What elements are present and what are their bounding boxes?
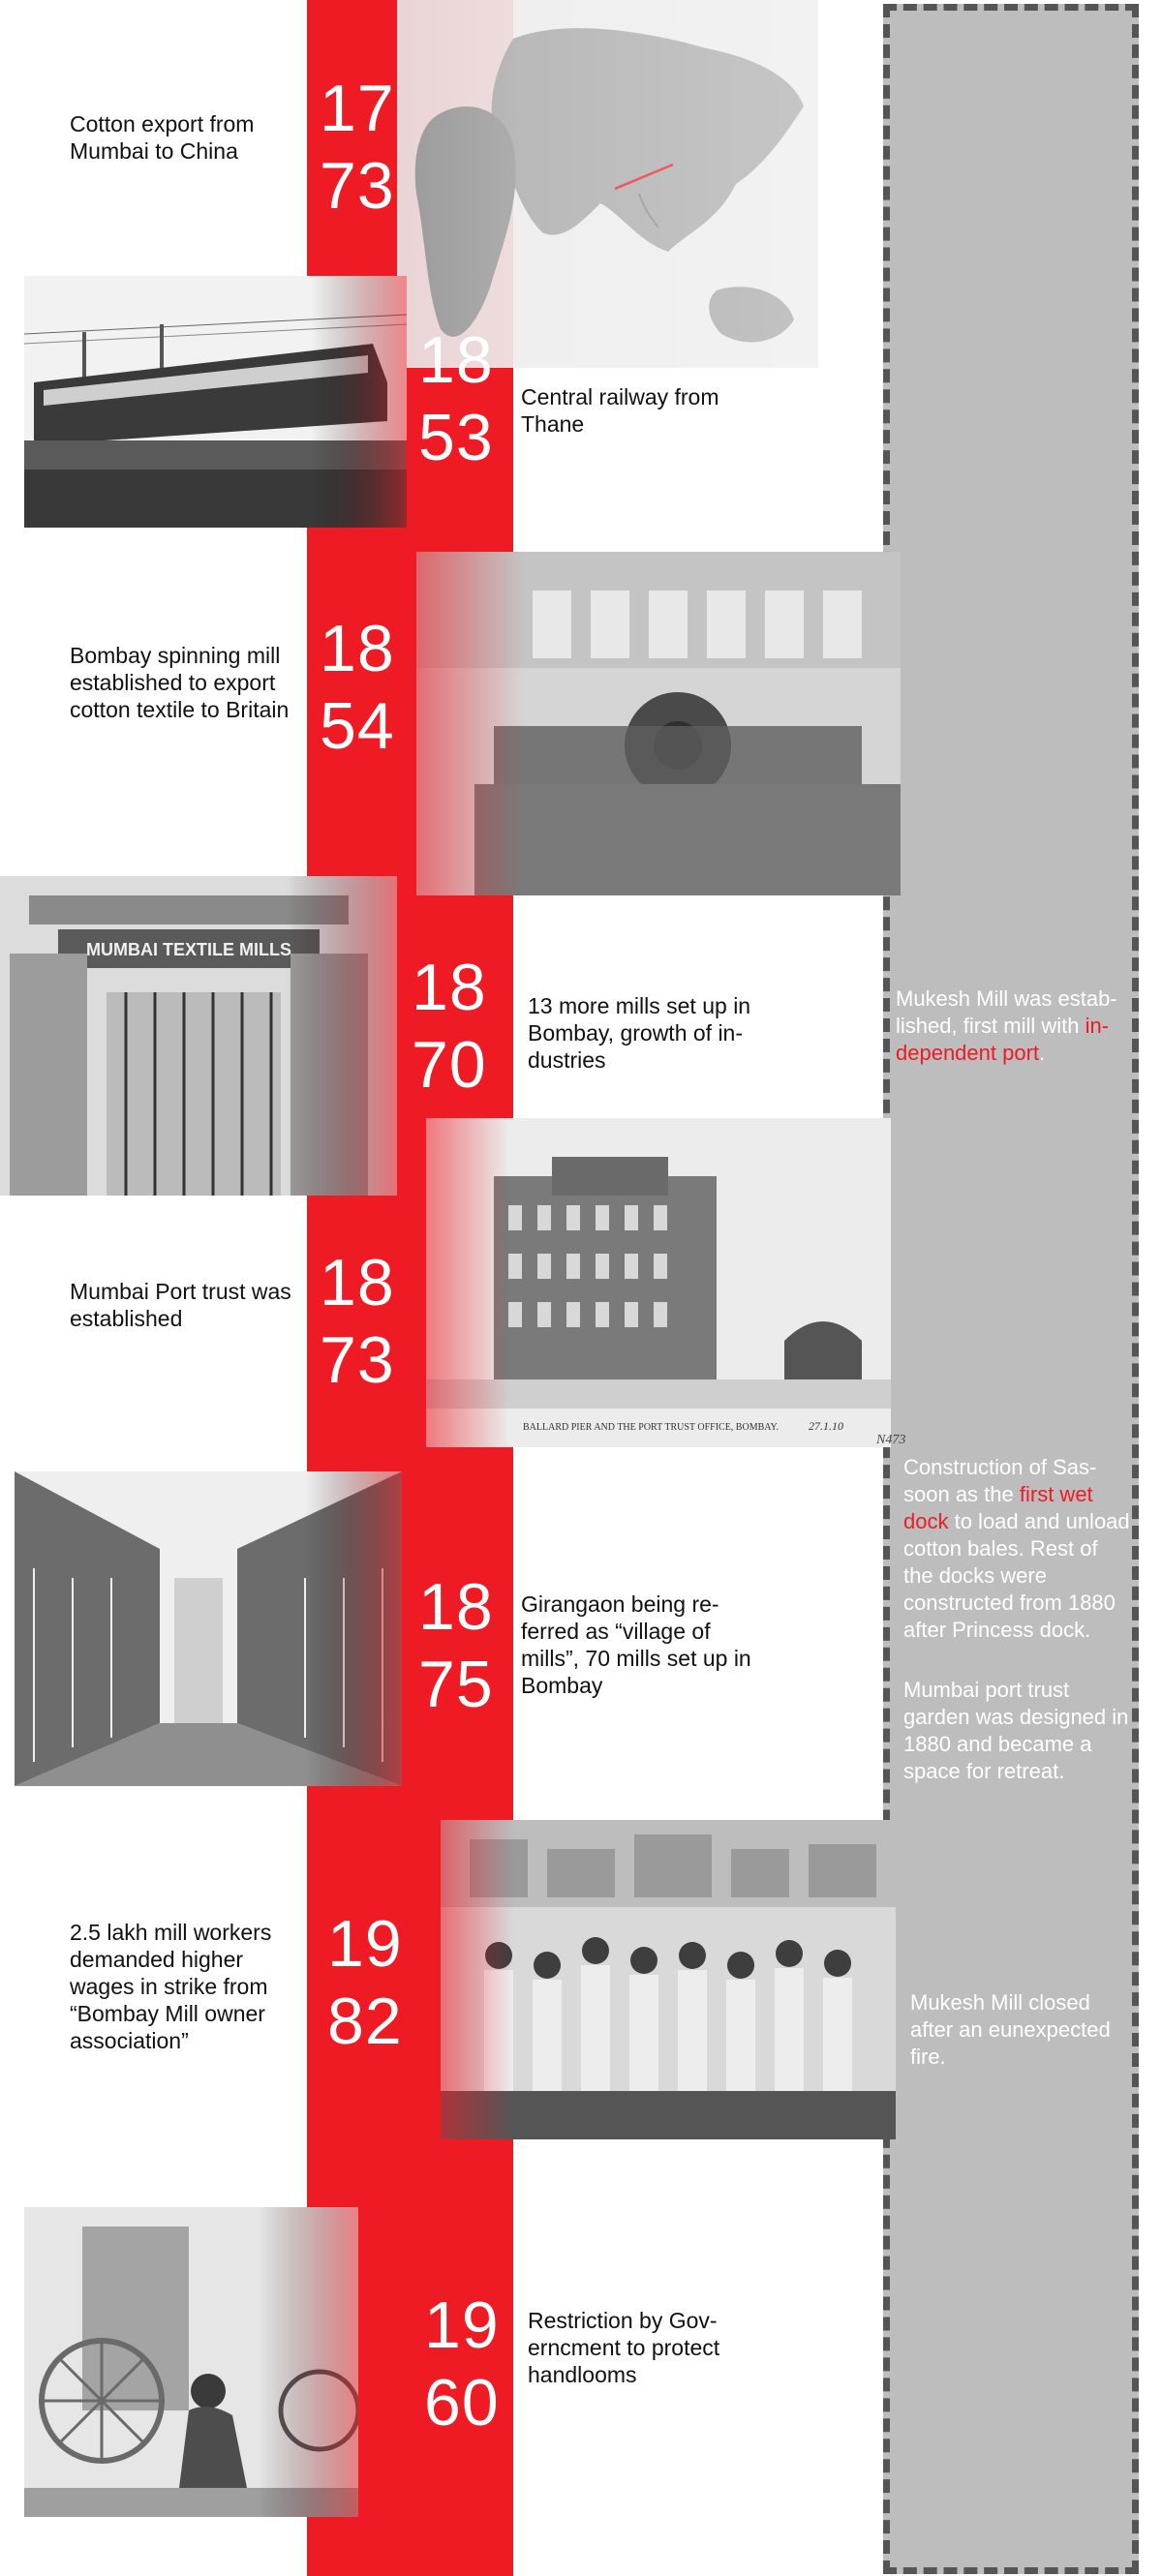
event-label-1875: Girangaon being re-ferred as “village of mills”, 70 mills set up in Bombay xyxy=(521,1591,751,1698)
mill-strike-crowd-photo xyxy=(441,1820,896,2139)
year-1773-marker: 17 73 xyxy=(320,72,395,223)
year-1873-port-marker: 18 73 xyxy=(320,1246,395,1397)
year-1870-marker: 18 70 xyxy=(412,951,487,1102)
train-photo xyxy=(24,276,407,528)
event-label-1960: Restriction by Gov-erncment to protect handlooms xyxy=(528,2308,720,2387)
notes-sidebar xyxy=(883,4,1139,2574)
spinning-mill-interior-photo xyxy=(416,552,901,895)
event-label-1773: Cotton export from Mumbai to China xyxy=(70,111,255,164)
event-label-1873: Mumbai Port trust was established xyxy=(70,1279,291,1331)
textile-mills-gate-photo xyxy=(0,876,397,1196)
sidebar-note-mukesh-established: Mukesh Mill was estab-lished, first mill with in-dependent port. xyxy=(896,986,1117,1065)
sidebar-note-port-garden: Mumbai port trust garden was designed in 1880 and became a space for retreat. xyxy=(903,1678,1129,1783)
year-1875-marker: 18 75 xyxy=(418,1570,494,1721)
event-label-1870: 13 more mills set up in Bombay, growth of in-dustries xyxy=(528,993,751,1073)
sidebar-note-sassoon-dock: Construction of Sas-soon as the first wet dock to load and unload cotton bales. Rest of the docks were constructed from 1880 after Princess dock. xyxy=(903,1455,1130,1642)
port-trust-office-photo xyxy=(426,1118,891,1447)
girangaon-street-photo xyxy=(15,1471,402,1786)
sidebar-note-mukesh-closed: Mukesh Mill closed after an eunexpected fire. xyxy=(910,1990,1111,2069)
year-1854-marker: 18 54 xyxy=(320,612,395,763)
highlight-first-wet-dock: first wet dock xyxy=(903,1482,1093,1533)
highlight-independent-port: in-dependent port xyxy=(896,1014,1110,1065)
year-1853-marker: 18 53 xyxy=(418,323,494,474)
world-map-image xyxy=(397,0,818,368)
year-1982-marker: 19 82 xyxy=(327,1907,403,2058)
handloom-weaver-photo xyxy=(24,2207,358,2517)
event-label-1853: Central railway from Thane xyxy=(521,384,719,437)
event-label-1982: 2.5 lakh mill workers demanded higher wages in strike from “Bombay Mill owner association” xyxy=(70,1920,272,2053)
port-trust-corner-note: N473 xyxy=(876,1433,906,1447)
event-label-1854: Bombay spinning mill established to export cotton textile to Britain xyxy=(70,643,290,722)
year-1960-marker: 19 60 xyxy=(424,2288,500,2440)
